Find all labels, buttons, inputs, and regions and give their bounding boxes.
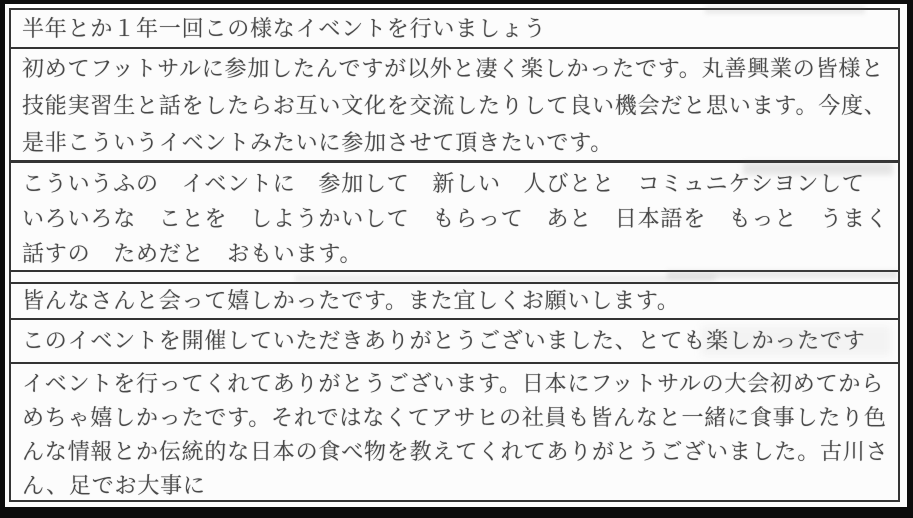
comment-text: んな情報とか伝統的な日本の食べ物を教えてくれてありがとうございました。古川さ: [22, 439, 889, 464]
table-row-4: [11, 284, 898, 320]
comment-text: イベントを行ってくれてありがとうございます。日本にフットサルの大会初めてから: [22, 371, 885, 396]
row-divider-gap: [11, 272, 898, 284]
table-row-1: [11, 10, 898, 49]
table-row-6: [11, 364, 898, 500]
comment-text: このイベントを開催していただきありがとうございました、とても楽しかったです: [22, 328, 866, 353]
comment-text: 皆んなさんと会って嬉しかったです。また宜しくお願いします。: [22, 288, 680, 313]
comment-text: ん、足でお大事に: [22, 473, 206, 498]
table-row-2: [11, 49, 898, 163]
comment-text: いろいろな ことを しようかいして もらって あと 日本語を もっと うまく: [22, 206, 889, 231]
comment-text: 話すの ためだと おもいます。: [22, 241, 363, 266]
comment-text: 技能実習生と話をしたらお互い文化を交流したりして良い機会だと思います。今度、: [22, 93, 887, 118]
comment-text: 是非こういうイベントみたいに参加させて頂きたいです。: [22, 130, 614, 155]
comment-text: 初めてフットサルに参加したんですが以外と凄く楽しかったです。丸善興業の皆様と: [22, 56, 885, 81]
comment-text: こういうふの イベントに 参加して 新しい 人びとと コミュニケシヨンして: [22, 171, 865, 196]
feedback-table: [9, 8, 900, 502]
comment-text: 半年とか１年一回この様なイベントを行いましょう: [22, 16, 547, 41]
table-row-3: [11, 163, 898, 272]
comment-text: めちゃ嬉しかったです。それではなくてアサヒの社員も皆んなと一緒に食事したり色: [22, 405, 887, 430]
table-row-5: [11, 320, 898, 364]
paper: [5, 4, 907, 507]
